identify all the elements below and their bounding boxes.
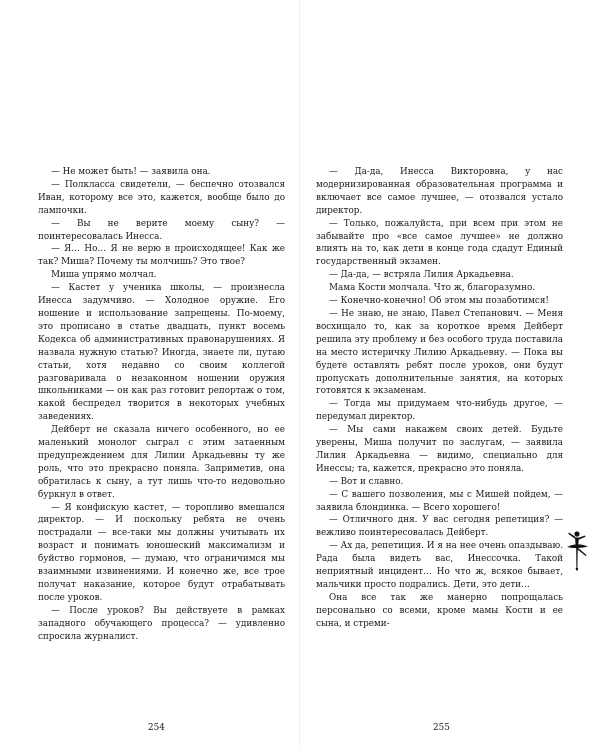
paragraph: — Полкласса свидетели, — беспечно отозвался Иван, которому все это, кажется, вообще было до лампочки. <box>38 179 285 216</box>
right-page-text <box>316 166 563 631</box>
paragraph: — Кастет у ученика школы, — произнесла Инесса задумчиво. — Холодное оружие. Его ношение и использование запрещены. По-моему, это прописано в статье двадцать, пункт восемь Кодекса об административных правонарушениях. Я назвала нужную статью? Иногда, знаете ли, путаю статьи, хотя недавно со своим коллегой разговаривала о незаконном ношении оружия школьниками — он как раз готовит репортаж о том, какой беспредел творится в некоторых учебных заведениях. <box>38 283 285 423</box>
paragraph: Она все так же манерно попрощалась персонально со всеми, кроме мамы Кости и ее сына, и стреми- <box>316 592 563 629</box>
paragraph: — Не знаю, не знаю, Павел Степанович. — Меня восхищало то, как за короткое время Дейберт решила эту проблему и без особого труда поставила на место истеричку Лилию Аркадьевну. — Пока вы будете оставлять ребят после уроков, они будут пропускать дополнительные занятия, на которых готовятся к экзаменам. <box>316 308 563 397</box>
paragraph: — После уроков? Вы действуете в рамках западного обучающего процесса? — удивленно спросила журналист. <box>38 605 285 642</box>
paragraph: — Я… Но… Я не верю в происходящее! Как же так? Миша? Почему ты молчишь? Это твое? <box>38 244 285 268</box>
paragraph: — Тогда мы придумаем что-нибудь другое, — передумал директор. <box>316 399 563 423</box>
right-page <box>300 0 600 750</box>
paragraph: — Да-да, — встряла Лилия Аркадьевна. <box>329 270 514 281</box>
paragraph: — Я конфискую кастет, — торопливо вмешался директор. — И поскольку ребята не очень пострадали — все-таки мы должны учитывать их возраст и понимать юношеский максимализм и буйство гормонов, — думаю, что ограничимся мы взаимными извинениями. И конечно же, все трое получат наказание, которое будут отрабатывать после уроков. <box>38 502 285 603</box>
paragraph: — Вы не верите моему сыну? — поинтересовалась Инесса. <box>38 218 285 242</box>
paragraph: Мама Кости молчала. Что ж, благоразумно. <box>329 283 536 294</box>
paragraph: — Отличного дня. У вас сегодня репетиция? — вежливо поинтересовалась Дейберт. <box>316 515 563 539</box>
ballerina-icon <box>558 528 590 572</box>
paragraph: — Мы сами накажем своих детей. Будьте уверены, Миша получит по заслугам, — заявила Лилия Аркадьевна — видимо, специально для Инессы; та, кажется, прекрасно это поняла. <box>316 425 563 474</box>
page-number: 255 <box>433 723 450 733</box>
paragraph: Дейберт не сказала ничего особенного, но ее маленький монолог сыграл с этим затаенным предупреждением для Лилии Аркадьевны ту же роль, что это прекрасно поняла. Заприметив, она обратилась к сыну, а тут лишь что-то недовольно буркнул в ответ. <box>38 425 285 500</box>
paragraph: — Да-да, Инесса Викторовна, у нас модернизированная образовательная программа и включает все самое лучшее, — отозвался устало директор. <box>316 167 563 216</box>
paragraph: — Вот и славно. <box>329 476 404 487</box>
paragraph: Миша упрямо молчал. <box>51 270 157 281</box>
page-number: 254 <box>148 723 165 733</box>
left-page-text <box>38 166 285 644</box>
paragraph: — С вашего позволения, мы с Мишей пойдем, — заявила блондинка. — Всего хорошего! <box>316 489 563 513</box>
paragraph: — Только, пожалуйста, при всем при этом не забывайте про «все самое лучшее» не должно влиять на то, как дети в конце года сдадут Единый государственный экзамен. <box>316 218 563 268</box>
paragraph: — Ах да, репетиция. И я на нее очень опаздываю. Рада была видеть вас, Инессочка. Такой неприятный инцидент… Но что ж, всякое бывает, мальчики просто подрались. Дети, это дети… <box>316 541 563 590</box>
paragraph: — Не может быть! — заявила она. <box>51 167 211 177</box>
paragraph: — Конечно-конечно! Об этом мы позаботимся! <box>329 296 549 307</box>
